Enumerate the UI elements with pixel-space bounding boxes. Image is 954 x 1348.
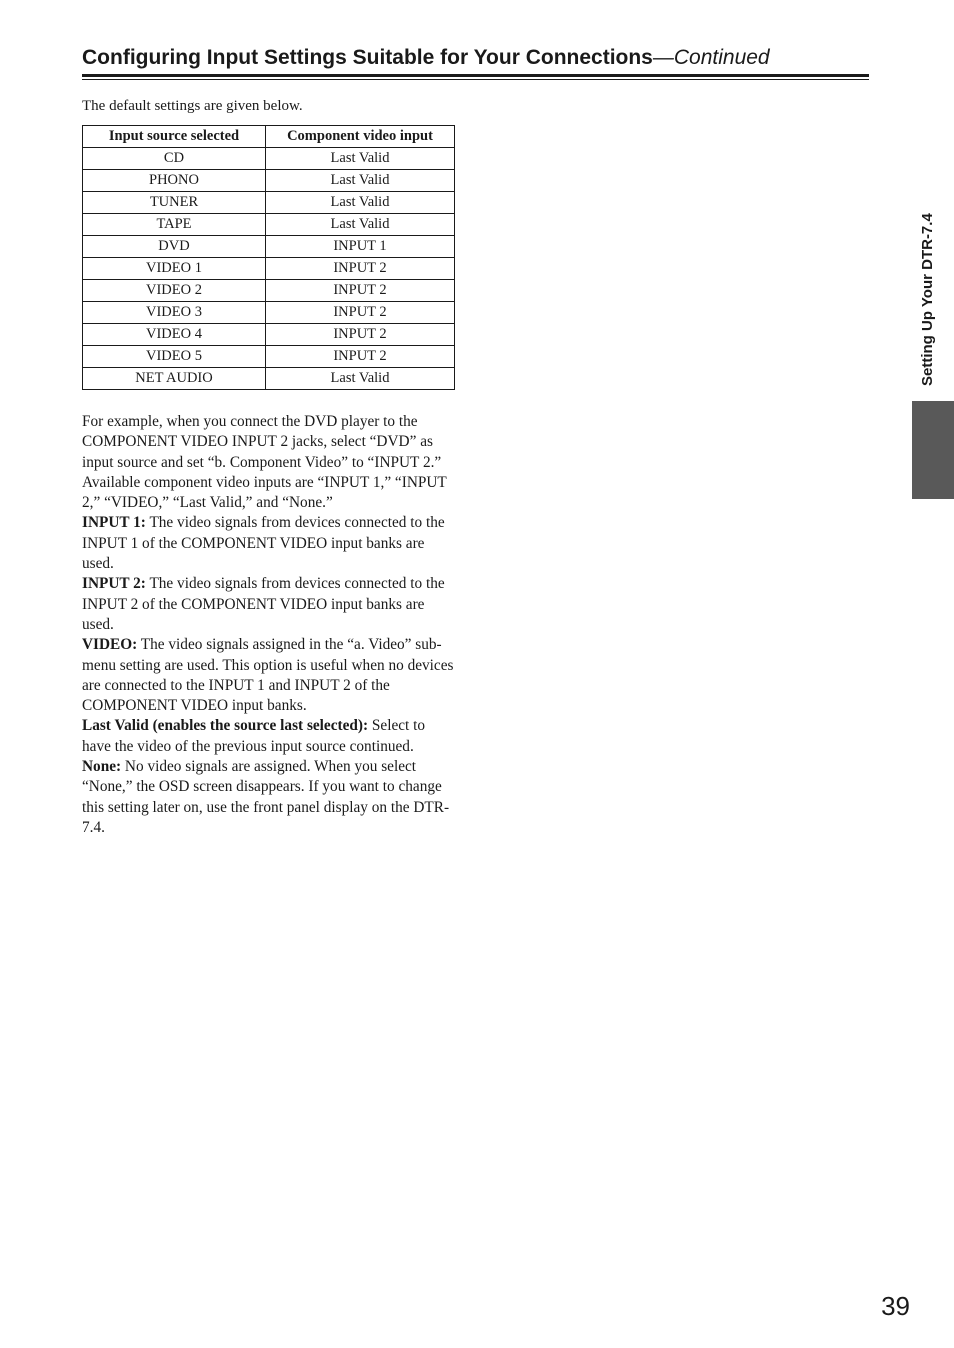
input-source-cell: DVD — [83, 236, 266, 258]
available-inputs-paragraph: Available component video inputs are “INPUT 1,” “INPUT 2,” “VIDEO,” “Last Valid,” and “None.” — [82, 473, 447, 512]
table-row — [83, 170, 455, 192]
intro-text: The default settings are given below. — [82, 98, 303, 114]
table-row — [83, 324, 455, 346]
definition-term: VIDEO: — [82, 636, 138, 654]
input-source-cell: VIDEO 4 — [83, 324, 266, 346]
component-input-cell: Last Valid — [266, 148, 455, 170]
component-input-cell: Last Valid — [266, 214, 455, 236]
page-title — [82, 44, 868, 72]
input-source-cell: PHONO — [83, 170, 266, 192]
table-row — [83, 192, 455, 214]
example-paragraph: For example, when you connect the DVD player to the COMPONENT VIDEO INPUT 2 jacks, select “DVD” as input source and set “b. Component Video” to “INPUT 2.” — [82, 413, 442, 471]
input-source-cell: TUNER — [83, 192, 266, 214]
definition-term: INPUT 2: — [82, 575, 146, 593]
table-row — [83, 258, 455, 280]
body-text — [82, 412, 456, 838]
component-input-cell: Last Valid — [266, 192, 455, 214]
input-source-cell: VIDEO 2 — [83, 280, 266, 302]
component-input-cell: INPUT 1 — [266, 236, 455, 258]
component-input-cell: INPUT 2 — [266, 280, 455, 302]
definition-term: None: — [82, 758, 122, 776]
input-source-cell: NET AUDIO — [83, 368, 266, 390]
title-rule-thick — [82, 74, 869, 77]
table-row — [83, 346, 455, 368]
continued-label: —Continued — [652, 46, 770, 69]
table-row — [83, 214, 455, 236]
component-input-cell: Last Valid — [266, 368, 455, 390]
table-row — [83, 368, 455, 390]
component-input-cell: INPUT 2 — [266, 258, 455, 280]
page-title-text: Configuring Input Settings Suitable for Your Connections — [82, 46, 653, 69]
definition-input-1 — [82, 513, 456, 574]
table-row — [83, 236, 455, 258]
title-rule-thin — [82, 79, 869, 80]
definition-text: Select to have the video of the previous input source continued. — [82, 717, 426, 755]
component-input-cell: INPUT 2 — [266, 324, 455, 346]
definition-text: The video signals from devices connected to the INPUT 2 of the COMPONENT VIDEO input banks are used. — [82, 575, 445, 633]
section-side-label: Setting Up Your DTR-7.4 — [919, 213, 936, 386]
definition-video — [82, 635, 456, 716]
defaults-table — [82, 125, 455, 390]
input-source-cell: VIDEO 5 — [83, 346, 266, 368]
column-header: Input source selected — [83, 126, 266, 148]
column-header: Component video input — [266, 126, 455, 148]
page-number: 39 — [881, 1291, 910, 1321]
definition-text: The video signals assigned in the “a. Video” sub-menu setting are used. This option is useful when no devices are connected to the INPUT 1 and INPUT 2 of the COMPONENT VIDEO input banks. — [82, 636, 454, 715]
component-input-cell: INPUT 2 — [266, 346, 455, 368]
definition-term: Last Valid (enables the source last selected): — [82, 717, 369, 735]
table-header-row — [83, 126, 455, 148]
definition-text: No video signals are assigned. When you select “None,” the OSD screen disappears. If you want to change this setting later on, use the front panel display on the DTR-7.4. — [82, 758, 450, 836]
definition-term: INPUT 1: — [82, 514, 146, 532]
definition-none — [82, 757, 456, 838]
table-row — [83, 280, 455, 302]
table-row — [83, 148, 455, 170]
table-row — [83, 302, 455, 324]
input-source-cell: TAPE — [83, 214, 266, 236]
input-source-cell: VIDEO 1 — [83, 258, 266, 280]
definition-last-valid — [82, 716, 456, 757]
definition-input-2 — [82, 574, 456, 635]
component-input-cell: Last Valid — [266, 170, 455, 192]
input-source-cell: CD — [83, 148, 266, 170]
section-thumb-tab — [912, 401, 954, 499]
component-input-cell: INPUT 2 — [266, 302, 455, 324]
input-source-cell: VIDEO 3 — [83, 302, 266, 324]
definition-text: The video signals from devices connected to the INPUT 1 of the COMPONENT VIDEO input banks are used. — [82, 514, 445, 573]
